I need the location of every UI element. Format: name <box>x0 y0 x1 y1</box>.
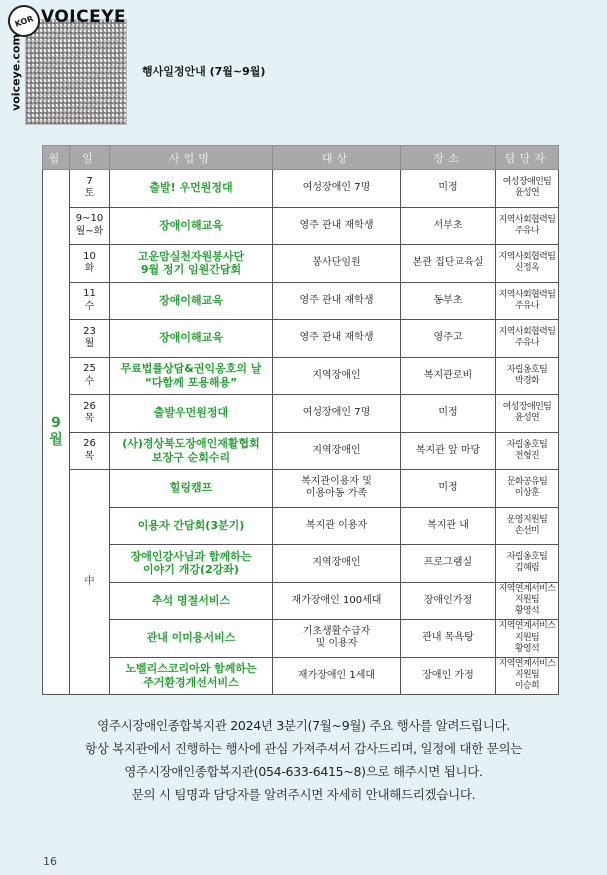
place-cell: 관내 목욕탕 <box>401 620 496 658</box>
program-cell: 장애이해교육 <box>110 320 273 358</box>
day-cell: 23 월 <box>70 320 110 358</box>
table-row <box>43 207 559 245</box>
place-cell: 동부초 <box>401 282 496 320</box>
staff-cell: 여성장애인팀 윤성연 <box>496 170 559 208</box>
target-cell: 영주 관내 재학생 <box>273 207 401 245</box>
day-cell: 25 수 <box>70 357 110 395</box>
kor-badge: KOR <box>3 0 44 41</box>
notice-line: 영주시장애인종합복지관 2024년 3분기(7월~9월) 주요 행사를 알려드립니다. <box>97 718 510 733</box>
target-cell: 여성장애인 7명 <box>273 395 401 433</box>
table-row <box>43 507 559 545</box>
day-cell: 11 수 <box>70 282 110 320</box>
day-cell: 9~10 월~화 <box>70 207 110 245</box>
page-heading: 행사일정안내 (7월~9월) <box>142 65 266 78</box>
target-cell: 재가장애인 100세대 <box>273 582 401 620</box>
day-cell: 26 목 <box>70 395 110 433</box>
table-row <box>43 432 559 470</box>
header-staff: 담당자 <box>496 146 559 170</box>
program-cell: 힐링캠프 <box>110 470 273 508</box>
staff-cell: 지역연계서비스지원팀 황영석 <box>496 582 559 620</box>
program-cell: 고운맘실천자원봉사단 9월 정기 임원간담회 <box>110 245 273 283</box>
table-body <box>43 170 559 695</box>
program-cell: 장애인강사님과 함께하는 이야기 개강(2강좌) <box>110 545 273 583</box>
voiceye-url: voiceye.com <box>9 34 23 111</box>
table-row <box>43 320 559 358</box>
table-row <box>43 282 559 320</box>
day-cell: 26 목 <box>70 432 110 470</box>
target-cell: 지역장애인 <box>273 545 401 583</box>
day-cell: 10 화 <box>70 245 110 283</box>
day-cell: 中 <box>70 470 110 695</box>
place-cell: 복지관로비 <box>401 357 496 395</box>
staff-cell: 지역사회협력팀 신정옥 <box>496 245 559 283</box>
table-row <box>43 470 559 508</box>
target-cell: 복지관 이용자 <box>273 507 401 545</box>
place-cell: 서부초 <box>401 207 496 245</box>
staff-cell: 지역사회협력팀 주유나 <box>496 282 559 320</box>
table-row <box>43 545 559 583</box>
day-cell: 7 토 <box>70 170 110 208</box>
program-cell: 이용자 간담회(3분기) <box>110 507 273 545</box>
place-cell: 영주고 <box>401 320 496 358</box>
staff-cell: 지역사회협력팀 주유나 <box>496 207 559 245</box>
target-cell: 기초생활수급자 및 이용자 <box>273 620 401 658</box>
target-cell: 봉사단임원 <box>273 245 401 283</box>
notice-line: 문의 시 팀명과 담당자를 알려주시면 자세히 안내해드리겠습니다. <box>131 787 476 802</box>
staff-cell: 자립옹호팀 김혜림 <box>496 545 559 583</box>
target-cell: 복지관이용자 및 이용아동 가족 <box>273 470 401 508</box>
table-row <box>43 582 559 620</box>
target-cell: 재가장애인 1세대 <box>273 657 401 695</box>
place-cell: 복지관 내 <box>401 507 496 545</box>
notice-text <box>20 714 587 806</box>
target-cell: 영주 관내 재학생 <box>273 320 401 358</box>
header-program: 사업명 <box>110 146 273 170</box>
staff-cell: 운영지원팀 손선미 <box>496 507 559 545</box>
program-cell: 장애이해교육 <box>110 282 273 320</box>
header-day: 일 <box>70 146 110 170</box>
target-cell: 영주 관내 재학생 <box>273 282 401 320</box>
table-row <box>43 357 559 395</box>
header-place: 장소 <box>401 146 496 170</box>
target-cell: 지역장애인 <box>273 432 401 470</box>
staff-cell: 지역연계서비스지원팀 이승희 <box>496 657 559 695</box>
table-header-row <box>43 146 559 170</box>
table-row <box>43 620 559 658</box>
staff-cell: 자립옹호팀 전형진 <box>496 432 559 470</box>
header-target: 대상 <box>273 146 401 170</box>
staff-cell: 여성장애인팀 윤성연 <box>496 395 559 433</box>
voiceye-brand: VOICEYE <box>41 7 127 27</box>
table-row <box>43 170 559 208</box>
program-cell: 출발우먼원정대 <box>110 395 273 433</box>
event-schedule-table <box>42 145 559 695</box>
notice-line: 항상 복지관에서 진행하는 행사에 관심 가져주셔서 감사드리며, 일정에 대한 문의는 <box>84 741 523 756</box>
table-row <box>43 657 559 695</box>
target-cell: 여성장애인 7명 <box>273 170 401 208</box>
program-cell: 노벨리스코리아와 함께하는 주거환경개선서비스 <box>110 657 273 695</box>
place-cell: 프로그램실 <box>401 545 496 583</box>
place-cell: 장애인 가정 <box>401 657 496 695</box>
program-cell: 출발! 우먼원정대 <box>110 170 273 208</box>
place-cell: 미정 <box>401 395 496 433</box>
place-cell: 미정 <box>401 470 496 508</box>
notice-line: 영주시장애인종합복지관(054-633-6415~8)으로 해주시면 됩니다. <box>124 764 483 779</box>
table-row <box>43 395 559 433</box>
staff-cell: 지역연계서비스지원팀 황영석 <box>496 620 559 658</box>
program-cell: 관내 이미용서비스 <box>110 620 273 658</box>
program-cell: 장애이해교육 <box>110 207 273 245</box>
place-cell: 복지관 앞 마당 <box>401 432 496 470</box>
program-cell: 무료법률상담&권익옹호의 날 “다함께 포용해용” <box>110 357 273 395</box>
target-cell: 지역장애인 <box>273 357 401 395</box>
voiceye-code-image <box>25 19 127 125</box>
staff-cell: 지역사회협력팀 주유나 <box>496 320 559 358</box>
table-row <box>43 245 559 283</box>
program-cell: 추석 명절서비스 <box>110 582 273 620</box>
header-month: 월 <box>43 146 70 170</box>
place-cell: 장애인가정 <box>401 582 496 620</box>
place-cell: 미정 <box>401 170 496 208</box>
place-cell: 본관 집단교육실 <box>401 245 496 283</box>
staff-cell: 자립옹호팀 박경화 <box>496 357 559 395</box>
voiceye-logo <box>5 4 127 120</box>
month-cell: 9월 <box>43 170 70 695</box>
staff-cell: 문화공유팀 이상훈 <box>496 470 559 508</box>
page-number: 16 <box>43 855 57 868</box>
program-cell: (사)경상북도장애인재활협회 보장구 순회수리 <box>110 432 273 470</box>
